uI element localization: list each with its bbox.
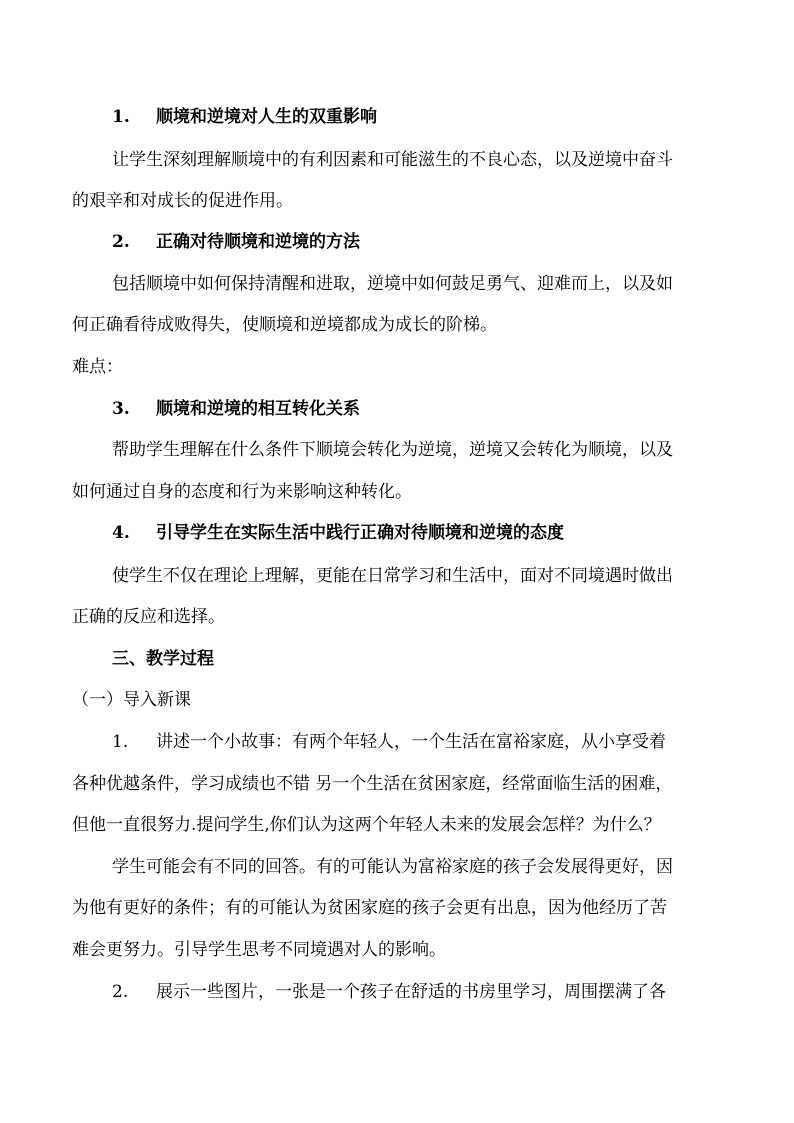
item2-body-line-1: 包括顺境中如何保持清醒和进取，逆境中如何鼓足勇气、迎难而上，以及如 [112,274,673,294]
item3-number: 3. [112,399,130,419]
step1-number: 1. [112,732,129,752]
sub1-title: （一）导入新课 [72,690,191,710]
item1-body-line-1: 让学生深刻理解顺境中的有利因素和可能滋生的不良心态，以及逆境中奋斗 [112,150,673,170]
item2-body-line-2: 何正确看待成败得失，使顺境和逆境都成为成长的阶梯。 [72,315,497,335]
step1-answer-line-1: 学生可能会有不同的回答。有的可能认为富裕家庭的孩子会发展得更好，因 [112,857,673,877]
item4-body-line-1: 使学生不仅在理论上理解，更能在日常学习和生活中，面对不同境遇时做出 [112,566,673,586]
item2-heading: 正确对待顺境和逆境的方法 [156,232,360,252]
step2-line [112,981,666,1003]
step1-body-line-1: 各种优越条件，学习成绩也不错 另一个生活在贫困家庭，经常面临生活的困难， [72,774,673,794]
item4-heading: 引导学生在实际生活中践行正确对待顺境和逆境的态度 [156,523,564,543]
item4-heading-line [112,522,564,544]
section3-title: 三、教学过程 [112,649,214,669]
step1-text: 讲述一个小故事：有两个年轻人，一个生活在富裕家庭，从小享受着 [156,732,666,752]
item1-heading-line [112,106,377,128]
step1-body-line-2: 但他一直很努力.提问学生,你们认为这两个年轻人未来的发展会怎样？为什么？ [72,815,661,835]
step1-answer-line-2: 为他有更好的条件；有的可能认为贫困家庭的孩子会更有出息，因为他经历了苦 [72,898,667,918]
item3-body-line-1: 帮助学生理解在什么条件下顺境会转化为逆境，逆境又会转化为顺境，以及 [112,440,673,460]
item4-body-line-2: 正确的反应和选择。 [72,607,225,627]
step2-number: 2. [112,982,129,1002]
item2-heading-line [112,231,360,253]
item3-heading: 顺境和逆境的相互转化关系 [156,399,360,419]
item2-number: 2. [112,232,130,252]
item4-number: 4. [112,523,130,543]
difficulty-label: 难点： [72,357,123,377]
item3-heading-line [112,398,360,420]
step2-text: 展示一些图片，一张是一个孩子在舒适的书房里学习，周围摆满了各 [156,982,666,1002]
step1-answer-line-3: 难会更努力。引导学生思考不同境遇对人的影响。 [72,940,446,960]
item3-body-line-2: 如何通过自身的态度和行为来影响这种转化。 [72,482,412,502]
item1-number: 1. [112,107,130,127]
item1-body-line-2: 的艰辛和对成长的促进作用。 [72,191,293,211]
step1-line [112,731,666,753]
item1-heading: 顺境和逆境对人生的双重影响 [156,107,377,127]
